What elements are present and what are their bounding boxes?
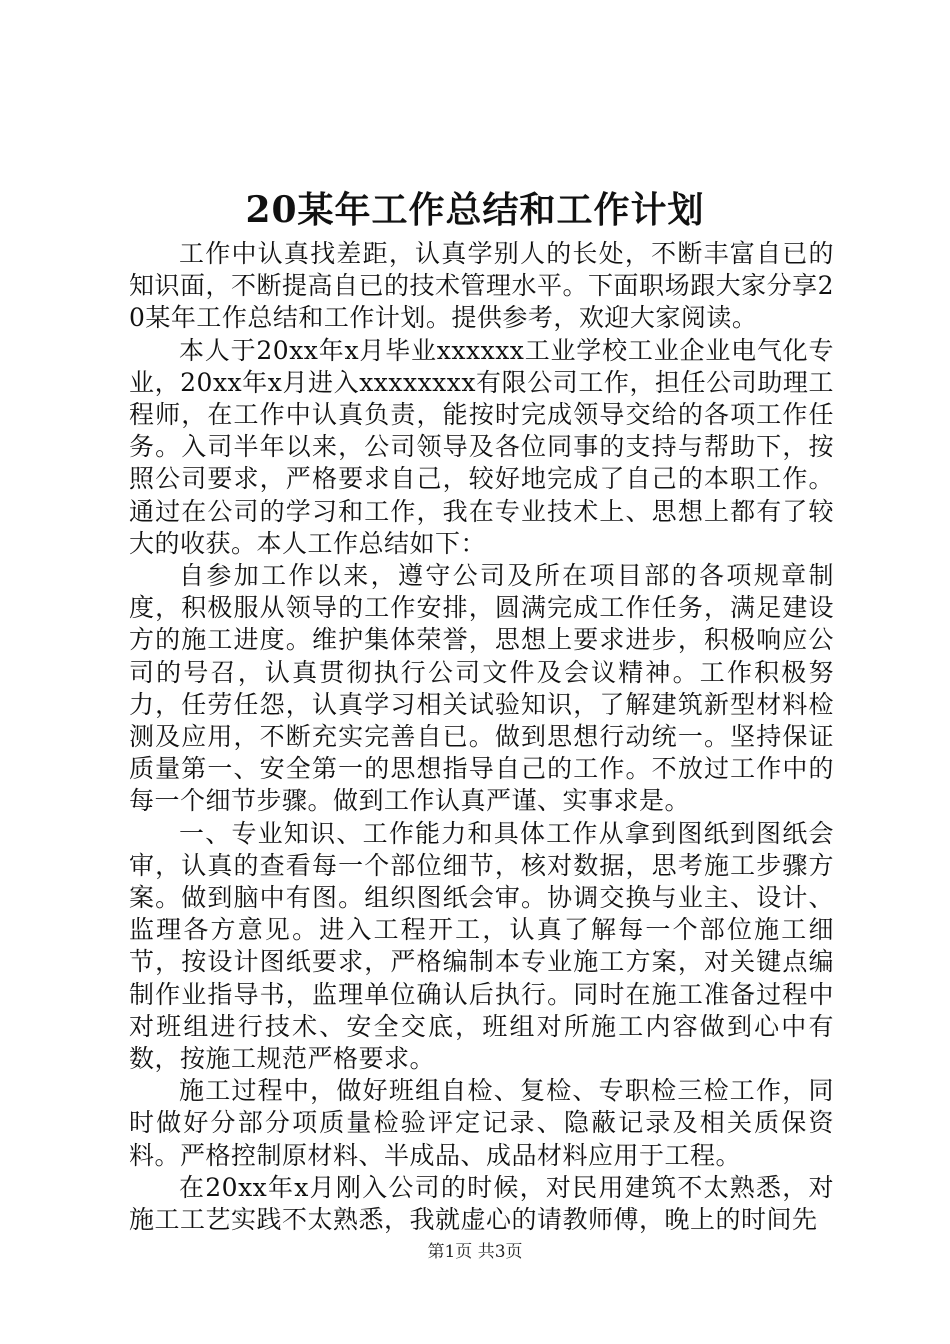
- paragraph: 自参加工作以来，遵守公司及所在项目部的各项规章制度，积极服从领导的工作安排，圆满完成工作任务，满足建设方的施工进度。维护集体荣誉，思想上要求进步，积极响应公司的号召，认真贯彻执行公司文件及会议精神。工作积极努力，任劳任怨，认真学习相关试验知识，了解建筑新型材料检测及应用，不断充实完善自已。做到思想行动统一。坚持保证质量第一、安全第一的思想指导自己的工作。不放过工作中的每一个细节步骤。做到工作认真严谨、实事求是。: [129, 561, 834, 816]
- paragraph: 一、专业知识、工作能力和具体工作从拿到图纸到图纸会审，认真的查看每一个部位细节，核对数据，思考施工步骤方案。做到脑中有图。组织图纸会审。协调交换与业主、设计、监理各方意见。进入工程开工，认真了解每一个部位施工细节，按设计图纸要求，严格编制本专业施工方案，对关键点编制作业指导书，监理单位确认后执行。同时在施工准备过程中对班组进行技术、安全交底，班组对所施工内容做到心中有数，按施工规范严格要求。: [129, 818, 834, 1074]
- document-title: 20某年工作总结和工作计划: [245, 189, 705, 231]
- paragraph: 工作中认真找差距，认真学别人的长处，不断丰富自已的知识面，不断提高自已的技术管理水平。下面职场跟大家分享20某年工作总结和工作计划。提供参考，欢迎大家阅读。: [129, 239, 834, 333]
- paragraph: 本人于20xx年x月毕业xxxxxx工业学校工业企业电气化专业，20xx年x月进入xxxxxxxx有限公司工作，担任公司助理工程师，在工作中认真负责，能按时完成领导交给的各项工作任务。入司半年以来，公司领导及各位同事的支持与帮助下，按照公司要求，严格要求自己，较好地完成了自己的本职工作。通过在公司的学习和工作，我在专业技术上、思想上都有了较大的收获。本人工作总结如下：: [129, 335, 834, 558]
- page-footer: 第1页 共3页: [427, 1242, 523, 1262]
- document-body: [129, 238, 834, 1236]
- paragraph: 施工过程中，做好班组自检、复检、专职检三检工作，同时做好分部分项质量检验评定记录、隐蔽记录及相关质保资料。严格控制原材料、半成品、成品材料应用于工程。: [129, 1076, 834, 1170]
- paragraph: 在20xx年x月刚入公司的时候，对民用建筑不太熟悉，对施工工艺实践不太熟悉，我就虚心的请教师傅，晚上的时间先: [129, 1172, 834, 1235]
